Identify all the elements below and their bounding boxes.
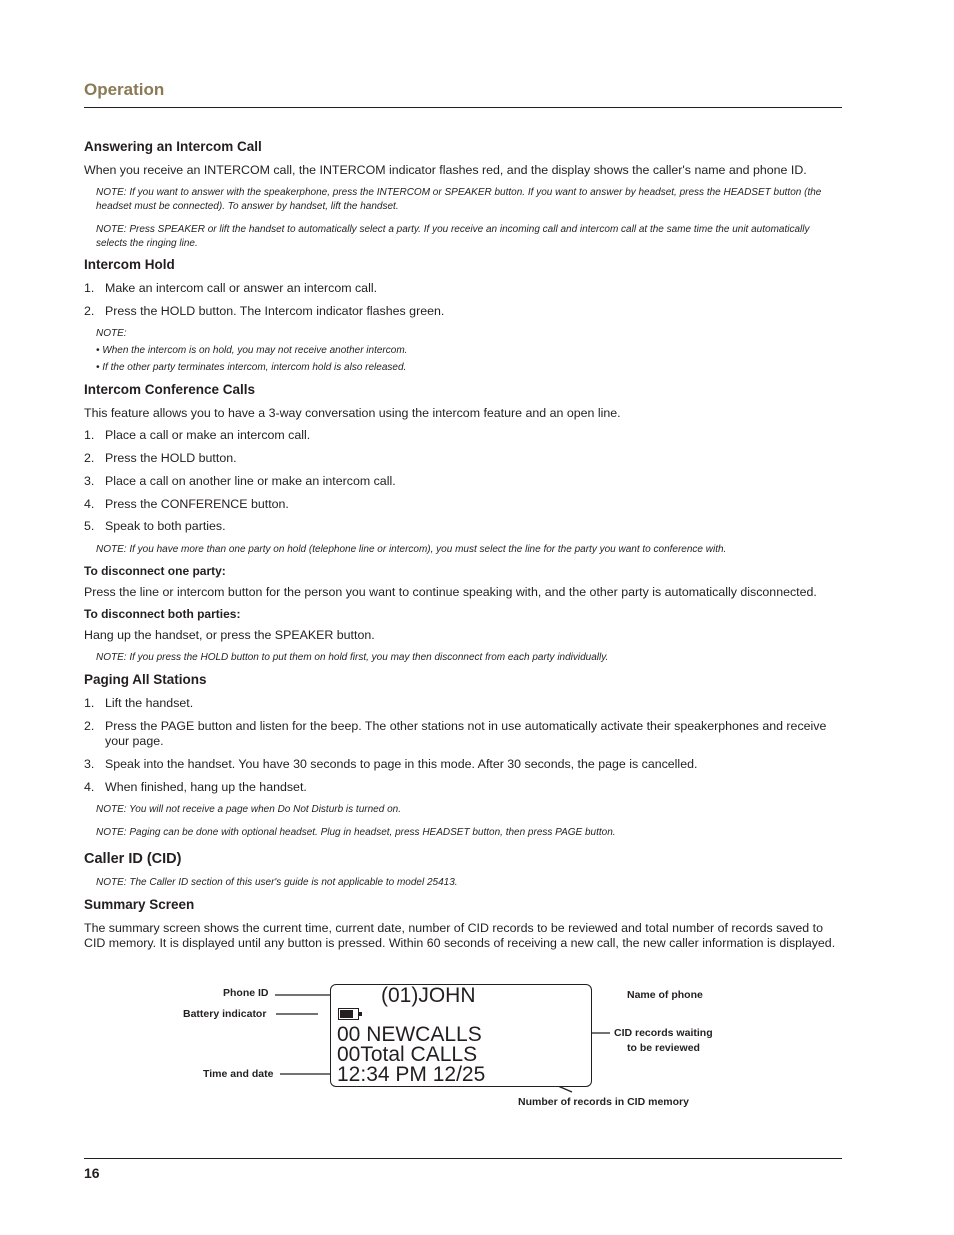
list-text: Press the HOLD button. [105,451,237,465]
hold-note-label: NOTE: [96,328,127,339]
heading-hold: Intercom Hold [84,257,175,272]
hold-bullet-1: • When the intercom is on hold, you may not receive another intercom. [96,345,408,356]
list-number: 4. [84,780,95,794]
section-title: Operation [84,80,165,99]
list-number: 3. [84,757,95,771]
answering-note-1: NOTE: If you want to answer with the speakerphone, press the INTERCOM or SPEAKER button. If you want to answer by headset, press the HEADSET button (the headset must be connected). To answer by handset, lift the handset. [96,187,822,212]
heading-cid: Caller ID (CID) [84,851,182,867]
list-number: 2. [84,719,95,733]
label-battery: Battery indicator [183,1008,267,1020]
hold-bullet-2: • If the other party terminates intercom, intercom hold is also released. [96,362,407,373]
list-text: Speak to both parties. [105,519,226,533]
answering-body: When you receive an INTERCOM call, the INTERCOM indicator flashes red, and the display shows the caller's name and phone ID. [84,163,807,177]
heading-answering: Answering an Intercom Call [84,139,262,154]
battery-tip [359,1012,362,1016]
label-phone-id: Phone ID [223,987,269,999]
conference-note: NOTE: If you have more than one party on hold (telephone line or intercom), you must select the line for the party you want to conference with. [96,544,727,555]
page-number: 16 [84,1165,100,1181]
list-text: Place a call on another line or make an intercom call. [105,474,396,488]
label-time-date: Time and date [203,1068,274,1080]
list-number: 1. [84,696,95,710]
disconnect-one-label: To disconnect one party: [84,564,226,578]
list-number: 2. [84,451,95,465]
battery-icon [338,1008,359,1020]
disconnect-one-text: Press the line or intercom button for the person you want to continue speaking with, and the other party is automatically disconnected. [84,585,817,599]
summary-body: The summary screen shows the current time, current date, number of CID records to be reviewed and total number of records saved to CID memory. It is displayed until any button is pressed. Within 60 seconds of receiving a new call, the new caller information is displayed. [84,921,836,950]
display-line-totalcalls: 00Total CALLS [337,1043,478,1066]
list-text: When finished, hang up the handset. [105,780,307,794]
list-number: 1. [84,428,95,442]
list-number: 3. [84,474,95,488]
cid-note: NOTE: The Caller ID section of this user's guide is not applicable to model 25413. [96,877,458,888]
label-cid-waiting-2: to be reviewed [627,1042,700,1054]
heading-paging: Paging All Stations [84,672,207,687]
list-text: Press the HOLD button. The Intercom indicator flashes green. [105,304,445,318]
disconnect-both-label: To disconnect both parties: [84,607,241,621]
conference-note-2: NOTE: If you press the HOLD button to put them on hold first, you may then disconnect from each party individually. [96,652,609,663]
list-number: 5. [84,519,95,533]
list-number: 2. [84,304,95,318]
label-cid-waiting-1: CID records waiting [614,1027,713,1039]
battery-fill [340,1010,353,1018]
list-text: Make an intercom call or answer an intercom call. [105,281,378,295]
display-line-newcalls: 00 NEWCALLS [337,1023,482,1046]
list-text: Speak into the handset. You have 30 seconds to page in this mode. After 30 seconds, the page is cancelled. [105,757,698,771]
answering-note-2: NOTE: Press SPEAKER or lift the handset to automatically select a party. If you receive an incoming call and intercom call at the same time the unit automatically selects the ringing line. [96,224,810,249]
footer-rule [84,1158,842,1159]
list-number: 4. [84,497,95,511]
heading-conference: Intercom Conference Calls [84,382,256,397]
disconnect-both-text: Hang up the handset, or press the SPEAKER button. [84,628,375,642]
paging-note-2: NOTE: Paging can be done with optional headset. Plug in headset, press HEADSET button, then press PAGE button. [96,827,616,838]
paging-note-1: NOTE: You will not receive a page when Do Not Disturb is turned on. [96,804,401,815]
list-text: Press the CONFERENCE button. [105,497,289,511]
list-text: Lift the handset. [105,696,194,710]
list-text: Place a call or make an intercom call. [105,428,311,442]
heading-summary: Summary Screen [84,897,195,912]
list-text: Press the PAGE button and listen for the beep. The other stations not in use automatically activate their speakerphones and receive your page. [105,719,827,748]
display-line-time-date: 12:34 PM 12/25 [337,1063,486,1086]
label-name-of-phone: Name of phone [627,989,703,1001]
label-records: Number of records in CID memory [518,1096,689,1108]
list-number: 1. [84,281,95,295]
conference-intro: This feature allows you to have a 3-way conversation using the intercom feature and an open line. [84,406,621,420]
display-line-name: (01)JOHN [381,984,476,1007]
